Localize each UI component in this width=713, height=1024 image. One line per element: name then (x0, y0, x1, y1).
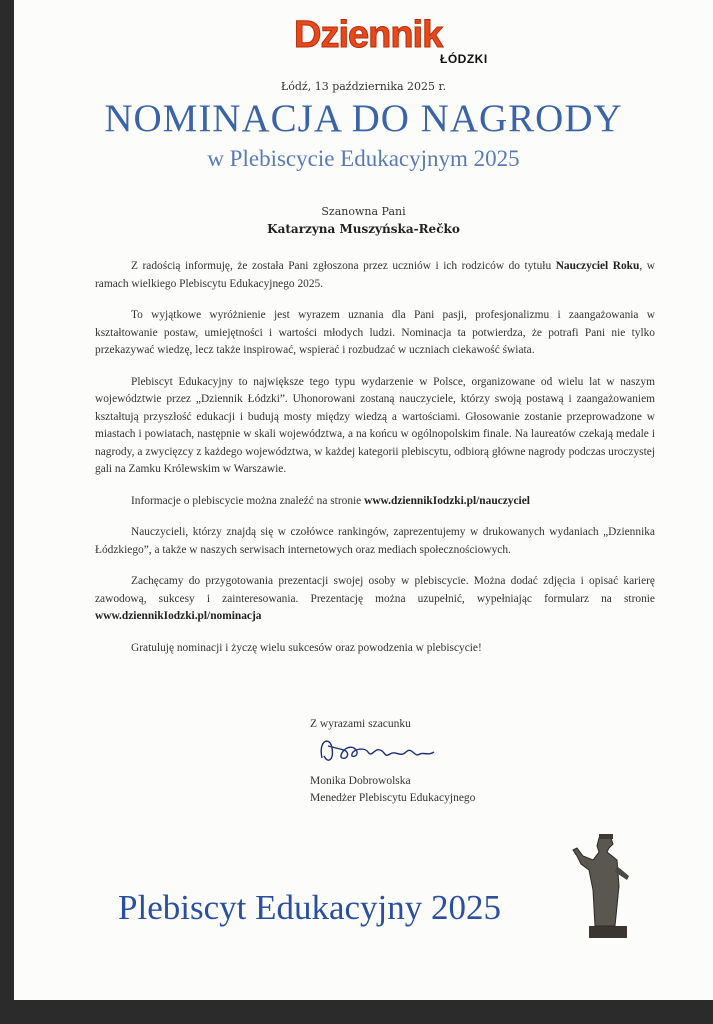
letter-body (95, 258, 655, 671)
footer-title: Plebiscyt Edukacyjny 2025 (118, 888, 502, 927)
logo-region: ŁÓDZKI (440, 52, 488, 66)
paragraph: Nauczycieli, którzy znajdą się w czołówce rankingów, zaprezentujemy w drukowanych wydaniach „Dziennika Łódzkiego”, a także w naszych serwisach internetowych oraz mediach społecznościowych. (95, 526, 655, 556)
dziennik-logo (294, 14, 494, 74)
statue-icon (559, 830, 649, 940)
nominacja-link[interactable]: www.dziennikIodzki.pl/nominacja (95, 610, 262, 622)
paragraph: To wyjątkowe wyróżnienie jest wyrazem uznania dla Pani pasji, profesjonalizmu i zaangażowania w kształtowanie postaw, umiejętności i wartości młodych ludzi. Nominacja ta potwierdza, że potrafi Pani nie tylko przekazywać wiedzę, lecz także inspirować, wspierać i rozbudzać w uczniach ciekawość świata. (95, 309, 655, 356)
paragraph: Informacje o plebiscycie można znaleźć na stronie www.dziennikIodzki.pl/nauczyciel (131, 494, 530, 507)
nauczyciel-link[interactable]: www.dziennikIodzki.pl/nauczyciel (364, 494, 530, 507)
page-title: NOMINACJA DO NAGRODY (104, 97, 623, 140)
signer-role: Menedżer Plebiscytu Edukacyjnego (310, 792, 476, 804)
logo-wordmark: Dziennik (294, 14, 443, 56)
paragraph: Plebiscyt Edukacyjny to największe tego typu wydarzenie w Polsce, organizowane od wielu lat w naszym województwie przez „Dziennik Łódzki”. Uhonorowani zostaną nauczyciele, którzy swoją postawą i zaangażowaniem kształtują przyszłość edukacji i budują mosty między wiedzą a wartościami. Głosowanie zostanie przeprowadzone w miastach i powiatach, następnie w skali województwa, a na końcu w ogólnopolskim finale. Na laureatów czekają medale i nagrody, a zwycięzcy z każdego województwa, w każdej kategorii plebiscytu, odbiorą główne nagrody podczas uroczystej gali na Zamku Królewskim w Warszawie. (95, 375, 655, 475)
recipient-name: Katarzyna Muszyńska-Rečko (267, 222, 460, 236)
letter-date: Łódź, 13 października 2025 r. (280, 80, 447, 93)
salutation: Szanowna Pani (321, 205, 406, 218)
signature-icon (304, 730, 474, 770)
closing: Z wyrazami szacunku (310, 718, 411, 730)
paragraph: Zachęcamy do przygotowania prezentacji swojej osoby w plebiscycie. Można dodać zdjęcia i opisać karierę zawodową, sukcesy i zainteresowania. Prezentację można uzupełnić, wypełniając formularz na stronie www.dziennikIodzki.pl/nominacja (95, 575, 655, 622)
paragraph: Z radością informuję, że została Pani zgłoszona przez uczniów i ich rodziców do tytułu Nauczyciel Roku, w ramach wielkiego Plebiscytu Edukacyjnego 2025. (95, 260, 655, 290)
paragraph: Gratuluję nominacji i życzę wielu sukcesów oraz powodzenia w plebiscycie! (131, 641, 482, 654)
letter-page (14, 0, 713, 1000)
page-subtitle: w Plebiscycie Edukacyjnym 2025 (207, 146, 520, 171)
signer-name: Monika Dobrowolska (310, 775, 411, 787)
